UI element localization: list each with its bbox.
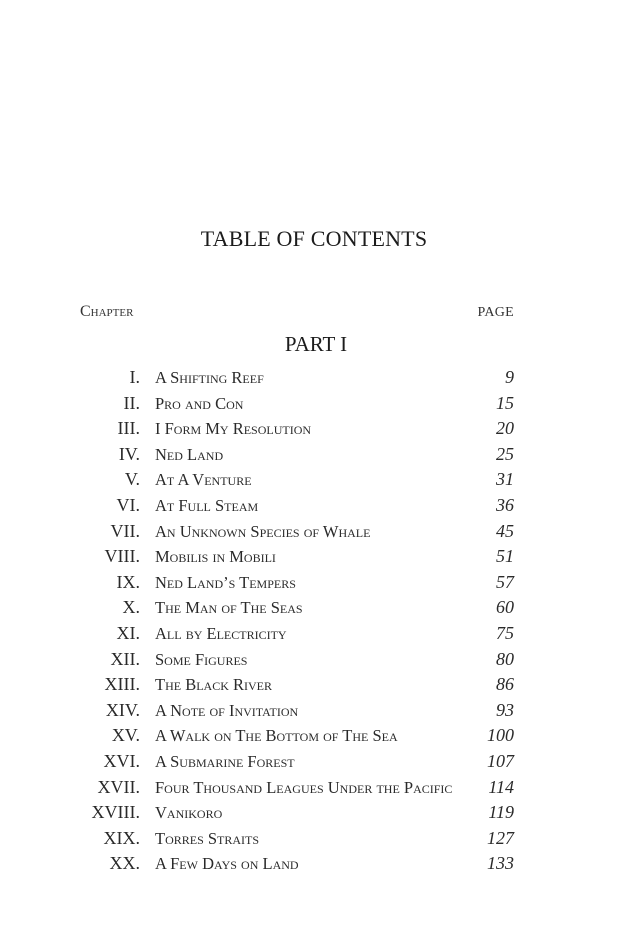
- chapter-number: XIV.: [105, 699, 140, 720]
- chapter-page-number: 86: [496, 674, 514, 695]
- chapter-page-number: 25: [496, 443, 514, 464]
- chapter-title: A Walk on The Bottom of The Sea: [155, 726, 398, 746]
- chapter-number: VIII.: [104, 546, 140, 567]
- chapter-page-number: 133: [487, 853, 514, 874]
- chapter-title: Vanikoro: [155, 803, 223, 823]
- toc-entry: [0, 827, 628, 853]
- chapter-number: XVI.: [103, 750, 140, 771]
- chapter-title: A Note of Invitation: [155, 700, 299, 720]
- chapter-number: VII.: [110, 520, 140, 541]
- toc-entry: [0, 468, 628, 494]
- chapter-number: III.: [117, 418, 140, 439]
- chapter-page-number: 93: [496, 699, 514, 720]
- chapter-title: A Shifting Reef: [155, 368, 264, 387]
- toc-entry: [0, 724, 628, 750]
- chapter-page-number: 80: [496, 648, 514, 669]
- toc-entry: [0, 392, 628, 418]
- toc-list: [0, 366, 628, 878]
- chapter-page-number: 119: [488, 802, 514, 823]
- toc-entry: [0, 520, 628, 546]
- chapter-title: At A Venture: [155, 470, 252, 490]
- toc-entry: [0, 648, 628, 674]
- chapter-page-number: 114: [488, 776, 514, 797]
- chapter-title: The Black River: [155, 675, 272, 695]
- chapter-title: Some Figures: [155, 649, 248, 669]
- chapter-page-number: 100: [487, 725, 514, 746]
- chapter-title: Mobilis in Mobili: [155, 547, 276, 567]
- chapter-number: IX.: [116, 571, 140, 592]
- chapter-number: I.: [129, 367, 140, 387]
- chapter-number: IV.: [118, 443, 140, 464]
- chapter-page-number: 45: [496, 520, 514, 541]
- toc-entry: [0, 852, 628, 878]
- chapter-page-number: 57: [496, 571, 514, 592]
- chapter-title: Four Thousand Leagues Under the Pacific: [155, 777, 453, 797]
- chapter-page-number: 15: [496, 392, 514, 413]
- toc-entry: [0, 417, 628, 443]
- chapter-number: XIII.: [104, 674, 140, 695]
- chapter-number: II.: [123, 392, 140, 413]
- chapter-number: XX.: [109, 853, 140, 874]
- chapter-title: At Full Steam: [155, 495, 259, 515]
- chapter-title: I Form My Resolution: [155, 419, 312, 439]
- chapter-page-number: 31: [496, 469, 514, 490]
- chapter-title: An Unknown Species of Whale: [155, 521, 371, 541]
- toc-entry: [0, 699, 628, 725]
- chapter-number: XI.: [116, 622, 140, 643]
- chapter-page-number: 107: [487, 750, 514, 771]
- chapter-title: A Submarine Forest: [155, 751, 295, 771]
- toc-entry: [0, 622, 628, 648]
- chapter-number: V.: [124, 469, 140, 490]
- chapter-page-number: 20: [496, 418, 514, 439]
- chapter-column-header: Chapter: [80, 303, 134, 320]
- toc-entry: [0, 776, 628, 802]
- chapter-page-number: 60: [496, 597, 514, 618]
- chapter-title: Ned Land’s Tempers: [155, 572, 296, 592]
- chapter-title: Pro and Con: [155, 393, 244, 413]
- part-heading: PART I: [284, 332, 348, 356]
- chapter-page-number: 9: [505, 367, 514, 387]
- page-column-header: PAGE: [477, 305, 514, 320]
- chapter-title: The Man of The Seas: [155, 598, 303, 618]
- chapter-page-number: 36: [496, 494, 514, 515]
- toc-entry: [0, 596, 628, 622]
- chapter-title: A Few Days on Land: [155, 854, 299, 874]
- toc-entry: [0, 443, 628, 469]
- chapter-title: All by Electricity: [155, 623, 287, 643]
- toc-entry: [0, 366, 628, 392]
- chapter-title: Torres Straits: [155, 828, 260, 848]
- chapter-page-number: 75: [496, 622, 514, 643]
- chapter-title: Ned Land: [155, 444, 224, 464]
- chapter-number: XV.: [111, 725, 140, 746]
- chapter-number: X.: [122, 597, 140, 618]
- toc-entry: [0, 673, 628, 699]
- toc-entry: [0, 545, 628, 571]
- toc-entry: [0, 801, 628, 827]
- chapter-number: VI.: [116, 494, 140, 515]
- chapter-number: XVIII.: [91, 802, 140, 823]
- toc-entry: [0, 571, 628, 597]
- chapter-number: XIX.: [103, 827, 140, 848]
- chapter-page-number: 51: [496, 546, 514, 567]
- chapter-number: XII.: [110, 648, 140, 669]
- chapter-page-number: 127: [487, 827, 514, 848]
- page-title: TABLE OF CONTENTS: [200, 226, 428, 251]
- chapter-number: XVII.: [97, 776, 140, 797]
- toc-entry: [0, 494, 628, 520]
- toc-entry: [0, 750, 628, 776]
